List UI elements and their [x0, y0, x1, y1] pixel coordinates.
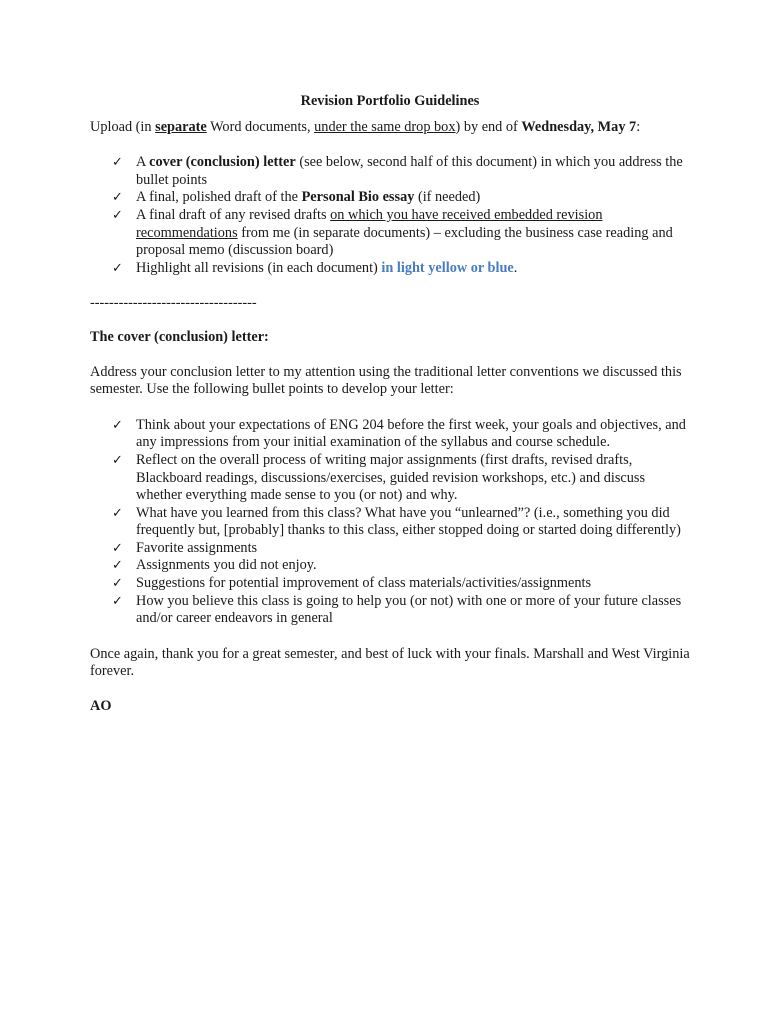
- upload-instructions: [90, 119, 690, 137]
- item-text: A final draft of any revised drafts: [136, 206, 331, 223]
- item-text: .: [513, 259, 518, 276]
- list-item: [90, 575, 690, 593]
- item-text: from me (in separate documents) – excluding the business case reading and proposal memo (discussion board): [136, 224, 673, 259]
- upload-text-1: Upload (in: [90, 118, 156, 135]
- checkmark-icon: ✓: [112, 417, 123, 433]
- closing-paragraph: Once again, thank you for a great semester, and best of luck with your finals. Marshall and West Virginia forever.: [90, 645, 690, 680]
- list-item: [90, 207, 690, 260]
- item-text: Suggestions for potential improvement of class materials/activities/assignments: [136, 575, 592, 592]
- item-text: Think about your expectations of ENG 204 before the first week, your goals and objectives, and any impressions from your initial examination of the syllabus and course schedule.: [136, 416, 686, 451]
- item-text: What have you learned from this class? What have you “unlearned”? (i.e., something you did frequently but, [probably] thanks to this class, either stopped doing or started doing differently): [136, 504, 681, 539]
- checkmark-icon: ✓: [112, 190, 123, 206]
- item-text: Assignments you did not enjoy.: [136, 557, 317, 574]
- upload-deadline: Wednesday, May 7: [521, 118, 637, 135]
- letter-checklist: [90, 417, 690, 628]
- item-underlined: on which you have received embedded revision recommendations: [136, 206, 603, 241]
- item-text: (if needed): [414, 189, 481, 206]
- list-item: [90, 189, 690, 207]
- item-text: Highlight all revisions (in each document): [136, 259, 382, 276]
- upload-separate: separate: [155, 118, 207, 135]
- checkmark-icon: ✓: [112, 260, 123, 276]
- item-text: Favorite assignments: [136, 539, 258, 556]
- list-item: [90, 557, 690, 575]
- section-divider: -----------------------------------: [90, 295, 257, 312]
- list-item: [90, 540, 690, 558]
- checkmark-icon: ✓: [112, 558, 123, 574]
- list-item: [90, 452, 690, 505]
- document-page: [90, 93, 690, 716]
- letter-heading: The cover (conclusion) letter:: [90, 328, 269, 345]
- checkmark-icon: ✓: [112, 207, 123, 223]
- item-text: A final, polished draft of the: [136, 189, 302, 206]
- item-text: (see below, second half of this document) in which you address the bullet points: [136, 154, 683, 188]
- signature: AO: [90, 698, 112, 715]
- list-item: [90, 260, 690, 278]
- checkmark-icon: ✓: [112, 155, 123, 171]
- item-text: Reflect on the overall process of writing major assignments (first drafts, revised drafts, Blackboard readings, discussions/exercises, guided revision workshops, etc.) and discuss whether everything made sense to you (or not) and why.: [136, 451, 646, 504]
- list-item: [90, 505, 690, 540]
- item-emphasis: Personal Bio essay: [301, 189, 415, 206]
- checkmark-icon: ✓: [112, 576, 123, 592]
- letter-intro: Address your conclusion letter to my attention using the traditional letter conventions we discussed this semester. Use the following bullet points to develop your letter:: [90, 363, 682, 398]
- upload-same-drop-box: under the same drop box: [314, 118, 456, 135]
- item-emphasis: cover (conclusion) letter: [149, 154, 296, 171]
- list-item: [90, 593, 690, 628]
- list-item: [90, 154, 690, 189]
- item-text: A: [136, 154, 150, 171]
- document-title: Revision Portfolio Guidelines: [300, 93, 480, 109]
- upload-text-7: :: [636, 118, 641, 135]
- checkmark-icon: ✓: [112, 593, 123, 609]
- upload-text-5: ) by end of: [455, 118, 522, 135]
- item-text: How you believe this class is going to help you (or not) with one or more of your future classes and/or career endeavors in general: [136, 592, 682, 627]
- upload-checklist: [90, 154, 690, 277]
- item-highlight-color: in light yellow or blue: [381, 259, 514, 276]
- checkmark-icon: ✓: [112, 540, 123, 556]
- upload-text-3: Word documents,: [206, 118, 315, 135]
- checkmark-icon: ✓: [112, 452, 123, 468]
- list-item: [90, 417, 690, 452]
- checkmark-icon: ✓: [112, 505, 123, 521]
